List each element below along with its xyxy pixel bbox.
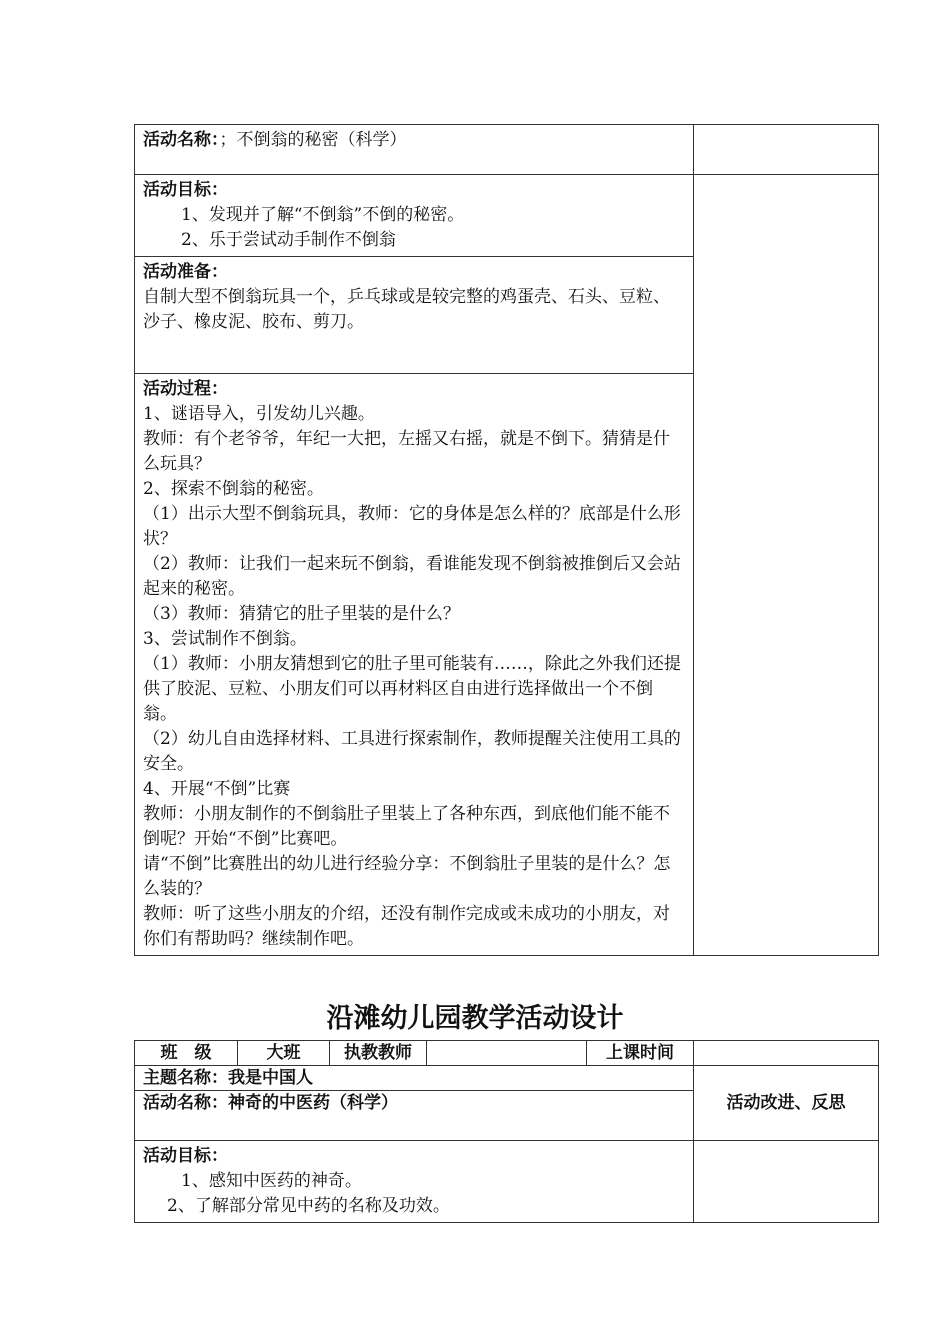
class-value: 大班 bbox=[238, 1041, 330, 1066]
goals-cell-2 bbox=[135, 1141, 694, 1223]
teacher-value bbox=[427, 1041, 587, 1066]
goals-label-2: 活动目标： bbox=[143, 1146, 228, 1166]
process-step: （2）教师：让我们一起来玩不倒翁，看谁能发现不倒翁被推倒后又会站起来的秘密。 bbox=[143, 554, 681, 599]
process-step: （1）教师：小朋友猜想到它的肚子里可能装有……，除此之外我们还提供了胶泥、豆粒、小朋友们可以再材料区自由进行选择做出一个不倒翁。 bbox=[143, 654, 681, 724]
lesson-table-2 bbox=[134, 1040, 879, 1223]
process-cell bbox=[135, 374, 694, 956]
theme-cell: 主题名称：我是中国人 bbox=[135, 1066, 694, 1091]
activity-name-value: ；不倒翁的秘密（科学） bbox=[219, 130, 407, 150]
time-value bbox=[694, 1041, 879, 1066]
goals-cell bbox=[135, 175, 694, 257]
prep-cell bbox=[135, 257, 694, 374]
goal-item: 2、乐于尝试动手制作不倒翁 bbox=[181, 230, 396, 250]
process-step: （3）教师：猜猜它的肚子里装的是什么？ bbox=[143, 604, 460, 624]
activity-name-cell bbox=[135, 125, 694, 175]
process-step: 2、探索不倒翁的秘密。 bbox=[143, 479, 324, 499]
reflection-cell-3 bbox=[694, 1141, 879, 1223]
process-step: 请“不倒”比赛胜出的幼儿进行经验分享：不倒翁肚子里装的是什么？怎么装的？ bbox=[143, 854, 671, 899]
process-step: 4、开展“不倒”比赛 bbox=[143, 779, 291, 799]
reflection-label: 活动改进、反思 bbox=[694, 1066, 879, 1141]
process-step: （1）出示大型不倒翁玩具，教师：它的身体是怎么样的？底部是什么形状？ bbox=[143, 504, 681, 549]
reflection-cell-2 bbox=[694, 175, 879, 956]
process-step: 教师：小朋友制作的不倒翁肚子里装上了各种东西，到底他们能不能不倒呢？开始“不倒”比赛吧。 bbox=[143, 804, 670, 849]
reflection-cell-1 bbox=[694, 125, 879, 175]
goal-item: 1、感知中医药的神奇。 bbox=[181, 1171, 362, 1191]
activity-name-cell-2: 活动名称：神奇的中医药（科学） bbox=[135, 1091, 694, 1141]
process-step: 1、谜语导入，引发幼儿兴趣。 bbox=[143, 404, 375, 424]
goals-label: 活动目标： bbox=[143, 180, 228, 200]
prep-text: 自制大型不倒翁玩具一个，乒乓球或是较完整的鸡蛋壳、石头、豆粒、沙子、橡皮泥、胶布、剪刀。 bbox=[143, 287, 670, 332]
lesson-table-1 bbox=[134, 124, 879, 956]
process-step: 3、尝试制作不倒翁。 bbox=[143, 629, 307, 649]
prep-label: 活动准备： bbox=[143, 262, 228, 282]
teacher-label: 执教教师 bbox=[330, 1041, 427, 1066]
time-label: 上课时间 bbox=[587, 1041, 694, 1066]
process-step: 教师：听了这些小朋友的介绍，还没有制作完成或未成功的小朋友，对你们有帮助吗？继续制作吧。 bbox=[143, 904, 670, 949]
class-label: 班 级 bbox=[135, 1041, 238, 1066]
document-title: 沿滩幼儿园教学活动设计 bbox=[326, 1003, 624, 1034]
goal-item: 1、发现并了解“不倒翁”不倒的秘密。 bbox=[181, 205, 465, 225]
process-step: （2）幼儿自由选择材料、工具进行探索制作，教师提醒关注使用工具的安全。 bbox=[143, 729, 681, 774]
activity-name-label: 活动名称： bbox=[143, 130, 220, 150]
process-label: 活动过程： bbox=[143, 379, 228, 399]
process-step: 教师：有个老爷爷，年纪一大把，左摇又右摇，就是不倒下。猜猜是什么玩具？ bbox=[143, 429, 670, 474]
goal-item: 2、了解部分常见中药的名称及功效。 bbox=[167, 1196, 450, 1216]
